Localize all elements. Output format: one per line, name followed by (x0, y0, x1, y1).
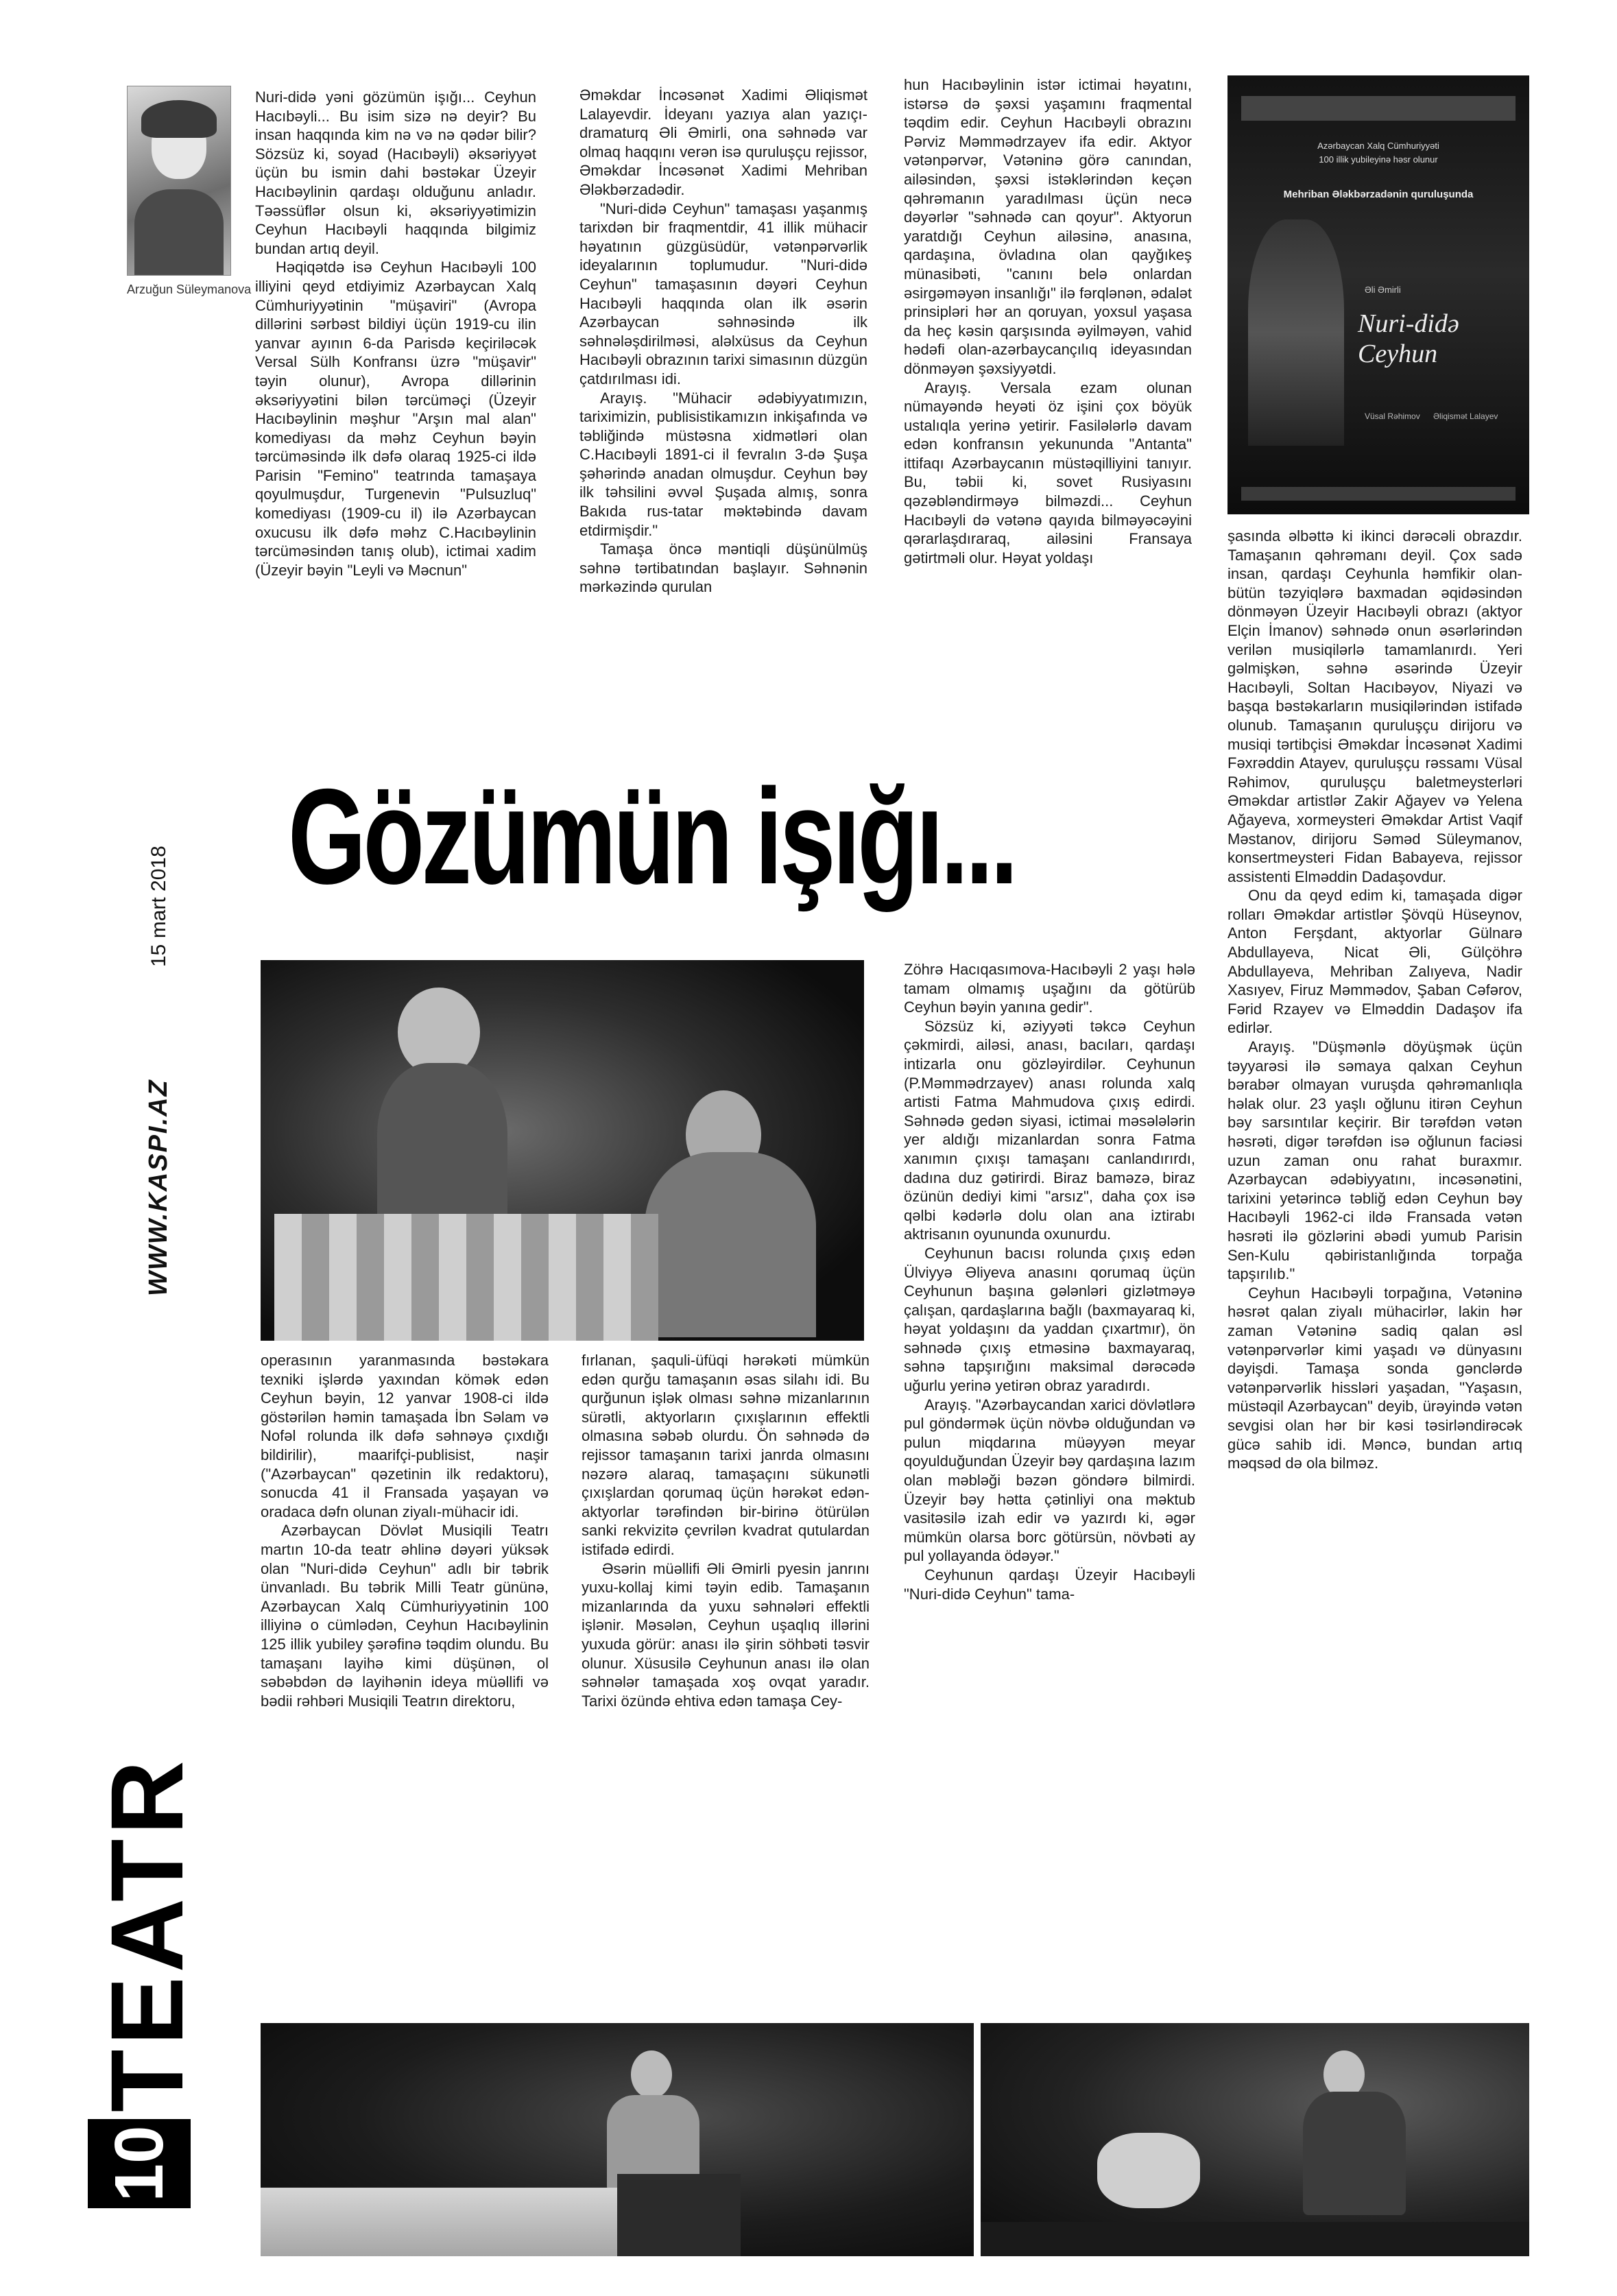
stage-photo-1 (261, 960, 864, 1341)
poster-title: Nuri-didə Ceyhun (1358, 309, 1459, 368)
site-url: WWW.KASPI.AZ (144, 1079, 173, 1296)
column-2-p3: Arayış. "Mühacir ədəbiyyatımızın, tariximizin, publisistikamızın inkişafında və təbliğində müstəsna xidmətləri olan C.Hacıbəyli 1891-ci il fevralın 3-də Şuşa şəhərində anadan olmuşdur. Ceyhun bəy ilk təhsilini əvvəl Şuşada almış, sonra Bakıda rus-tatar məktəbində davam etdirmişdir." (579, 389, 867, 539)
column-2-p4: Tamaşa öncə məntiqli düşünülmüş səhnə tərtibatından başlayır. Səhnənin mərkəzində qurulan (579, 540, 867, 596)
column-4-p2: Onu da qeyd edim ki, tamaşada digər rolları Əməkdar artistlər Şövqü Hüseynov, Anton Ferşdant, aktyorlar Gülnarə Abdullayeva, Nicat Əli, Gülçöhrə Abdullayeva, Mehriban Zalıyeva, Nadir Xasıyev, Firuz Məmmədov, Şaban Cəfərov, Fərid Rzayev və Elməddin Dadaşov ifa edirlər. (1227, 887, 1522, 1037)
stage-photo-3 (981, 2023, 1529, 2256)
stage-photo-2 (261, 2023, 974, 2256)
column-4-p1: şasında əlbəttə ki ikinci dərəcəli obrazdır. Tamaşanın qəhrəmanı deyil. Çox sadə insan, qardaşı Ceyhunla həmfikir olan-bütün təzyiqlərə baxmadan əqidəsindən dönməyən Üzeyir Hacıbəyli obrazı (aktyor Elçin İmanov) səhnədə onun əsərlərindən verilən musiqilərlə tamamlanırdı. Yeri gəlmişkən, səhnə əsərində Üzeyir Hacıbəyli, Soltan Hacıbəyov, Niyazi və başqa bəstəkarların musiqilərindən istifadə olunub. Tamaşanın quruluşçu dirijoru və musiqi tərtibçisi Əməkdar İncəsənət Xadimi Fəxrəddin Atayev, quruluşçu rəssamı Vüsal Rəhimov, quruluşçu baletmeysterləri Əməkdar artistlər Zakir Ağayev və Yelena Ağayeva, xormeysteri Əməkdar Artist Vaqif Məstanov, dirijoru Səməd Süleymanov, konsertmeysteri Fidan Babayeva, rejissor assistenti Elməddin Dadaşovdur. (1227, 527, 1522, 885)
column-7 (582, 1351, 870, 2016)
column-4 (1227, 527, 1522, 2015)
poster-line-5: Vüsal Rəhimov (1365, 411, 1420, 421)
column-5-p4: Arayış. "Azərbaycandan xarici dövlətlərə pul göndərmək üçün növbə olduğundan və pulun miqdarına müəyyən meyar qoyulduğundan Üzeyir bəy qardaşına lazım olan məbləği bəzən göndərə bilmirdi. Üzeyir bəy hətta çətinliyi ona məktub vasitəsilə izah edir və yazırdı ki, əgər mümkün olarsa borc götürsün, növbəti ay pul yollayanda ödəyər." (904, 1396, 1195, 1565)
column-5-p2: Sözsüz ki, əziyyəti təkcə Ceyhun çəkmirdi, ailəsi, anası, bacıları, qardaşı intizarla onu gözləyirdilər. Ceyhunun (P.Məmmədrzayev) anası rolunda xalq artisti Fatma Mahmudova çıxış edirdi. Səhnədə gedən siyasi, ictimai məsələlərin yer aldığı mizanlardan sonra Fatma xanımın çıxışı tamaşanı canlandırırdı, dadına duz gətirirdi. Biraz baməzə, biraz özünün dediyi kimi "arsız", daha çox isə qəlbi kədərlə dolu olan ana iztirabı aktrisanın oyununda oxunurdu. (904, 1017, 1195, 1243)
column-6-p2: Azərbaycan Dövlət Musiqili Teatrı martın 10-da teatr əhlinə dəyəri yüksək olan "Nuri-didə Ceyhun" adlı bir təbrik ünvanladı. Bu təbrik Milli Teatr gününə, Azərbaycan Xalq Cümhuriyyətinin 100 illiyinə o cümlədən, Ceyhun Hacıbəylinin 125 illik yubiley şərəfinə təqdim olundu. Bu tamaşanı layihə kimi düşünən, ol səbəbdən də layihənin ideya müəllifi və bədii rəhbəri Musiqili Teatrın direktoru, (261, 1522, 549, 1710)
section-title: TEATR (89, 1756, 204, 2112)
page-number-box (88, 2119, 191, 2208)
poster-image (1227, 75, 1529, 514)
column-3-p1: hun Hacıbəylinin istər ictimai həyatını, istərsə də şəxsi yaşamını fraqmental təqdim edir. Ceyhun Hacıbəyli obrazını Pərviz Məmmədrzayev ifa edir. Aktyor vətənpərvər, Vətəninə görə canından, ailəsindən, şəxsi istəklərindən keçən qəhrəmanın yaradılması üçün necə dəyərlər "səhnədə can qoyur". Aktyorun yaratdığı Ceyhun ailəsinə, anasına, qardaşına, övladına olan qayğıkeş münasibəti, "canını belə onlardan əsirgəməyən insanlığı" ilə fərqlənən, ədalət prinsipləri hər an qoruyan, yoxsul yaşasa da heç kəsin qarşısında əyilməyən, vahid hədəfi olan-azərbaycançılıq ideyasından dönməyən şəxsiyyətdi. (904, 76, 1192, 377)
column-1-p1: Nuri-didə yəni gözümün işığı... Ceyhun Hacıbəyli... Bu isim sizə nə deyir? Bu insan haqqında kim nə və nə qədər bilir? Sözsüz ki, soyad (Hacıbəyli) əksəriyyət üçün bu ismin dahi bəstəkar Üzeyir Hacıbəylinin qardaşı olduğunu anladır. Təəssüflər olsun ki, əksəriyyətimizin Ceyhun Hacıbəyli haqqında bilgimiz bundan artıq deyil. (255, 88, 536, 257)
column-5-p1: Zöhrə Hacıqasımova-Hacıbəyli 2 yaşı hələ tamam olmamış uşağını da götürüb Ceyhun bəyin yanına gedir". (904, 961, 1195, 1016)
column-6-p1: operasının yaranmasında bəstəkara texniki işlərdə yaxından kömək edən Ceyhun bəyin, 12 yanvar 1908-ci ildə göstərilən həmin tamaşada İbn Səlam və Nofəl rolunda ilk dəfə səhnəyə çıxdığı bildirilir), maarifçi-publisist, naşir ("Azərbaycan" qəzetinin ilk redaktoru), sonucda 41 il Fransada yaşayan və oradaca dəfn olunan ziyalı-mühacir idi. (261, 1352, 549, 1520)
column-1 (255, 88, 536, 760)
column-7-p1: fırlanan, şaquli-üfüqi hərəkəti mümkün edən qurğu tamaşanın əsas silahı idi. Bu qurğunun işlək olması səhnə mizanlarının sürətli, aktyorların çıxışlarının effektli olmasına səbəb olurdu. Ön səhnədə də rejissor tamaşanın tarixi janrda olmasını nəzərə alaraq, tamaşaçını sükunətli çıxışlardan qorumaq üçün hərəkət edən-aktyorlar tərəfindən bir-birinə ötürülən sanki rekvizitə çevrilən kvadrat qutulardan istifadə edirdi. (582, 1352, 870, 1558)
column-2-p2: "Nuri-didə Ceyhun" tamaşası yaşanmış tarixdən bir fraqmentdir, 41 illik mühacir həyatının güzgüsüdür, vətənpərvərlik ideyalarının toplumudur. "Nuri-didə Ceyhun" tamaşasının dəyəri Ceyhun Hacıbəyli haqqında olan ilk əsərin Azərbaycan səhnəsində ilk səhnələşdirilməsi, aləlxüsus da Ceyhun Hacıbəyli obrazının tarixi simasının düzgün çatdırılması idi. (579, 200, 867, 387)
column-4-p3: Arayış. "Düşmənlə döyüşmək üçün təyyarəsi ilə səmaya qalxan Ceyhun bərabər olmayan vuruşda qəhrəmanlıqla həlak olur. 23 yaşlı oğlunu itirən Ceyhun bəy sarsıntılar keçirir. Bir tərəfdən vətən həsrəti, digər tərəfdən isə oğlunun faciəsi uzun zaman onu rahat buraxmır. Azərbaycan ədəbiyyatını, incəsənətini, tarixini yetərincə təbliğ edən Ceyhun bəy Hacıbəyli 1962-ci ildə Fransada vətən həsrəti ilə gözlərini əbədi yumub Parisin Sen-Kulu qəbiristanlığında torpağa tapşırılıb." (1227, 1038, 1522, 1283)
headline: Gözümün işığı... (288, 761, 1016, 912)
poster-line-1: Azərbaycan Xalq Cümhuriyyəti (1317, 141, 1439, 151)
column-2-p1: Əməkdar İncəsənət Xadimi Əliqismət Lalayevdir. İdeyanı yazıya alan yazıçı-dramaturq Əli Əmirli, ona səhnədə var olmaq haqqını verən isə quruluşçu rejissor, Əməkdar İncəsənət Xadimi Mehriban Ələkbərzadədir. (579, 86, 867, 198)
poster-line-3: Mehriban Ələkbərzadənin quruluşunda (1283, 189, 1474, 200)
column-1-p2: Həqiqətdə isə Ceyhun Hacıbəyli 100 illiyini qeyd etdiyimiz Azərbaycan Xalq Cümhuriyyətinin "müşaviri" (Avropa dillərini sərbəst bildiyi üçün 1919-cu ilin yanvar ayının 6-da Parisdə keçiriləcək Versal Sülh Konfransı üzrə "müşavir" təyin olunur), Avropa dillərinin əksəriyyətini bilən tərcüməçi (Üzeyir Hacıbəylinin məşhur "Arşın mal alan" komediyası da məhz Ceyhun bəyin tərcüməsində ilk dəfə olaraq 1925-ci ildə Parisin "Femino" teatrında tamaşaya qoyulmuşdur, Turgenevin "Pulsuzluq" komediyası (1909-cu il) ilə Azərbaycan oxucusu ilk dəfə məhz C.Hacıbəylinin tərcüməsindən tanış olub), ictimai xadim (Üzeyir bəyin "Leyli və Məcnun" (255, 259, 536, 579)
poster-line-6: Əliqismət Lalayev (1433, 411, 1498, 421)
column-6 (261, 1351, 549, 2016)
column-7-p2: Əsərin müəllifi Əli Əmirli pyesin janrını yuxu-kollaj kimi təyin edib. Tamaşanın mizanlarında da yuxu səhnələri effektli işlənir. Məsələn, Ceyhun uşaqlıq illərini yuxuda görür: anası ilə şirin söhbəti təsvir olunur. Xüsusilə Ceyhunun anası ilə olan səhnələr tamaşada xoş ovqat yaradır. Tarixi özündə ehtiva edən tamaşa Cey- (582, 1559, 870, 1710)
poster-line-4: Əli Əmirli (1365, 285, 1401, 295)
column-5-p3: Ceyhunun bacısı rolunda çıxış edən Ülviyyə Əliyeva anasını qorumaq üçün Ceyhunun başına gələnləri gizlətməyə çalışan, qardaşlarına bağlı (baxmayaraq ki, həyat yoldaşını da yaddan çıxartmır), ön səhnədə çıxış etməsinə baxmayaraq, səhnə tapşırığını maksimal dərəcədə uğurlu yerinə yetirən obraz yaradırdı. (904, 1244, 1195, 1395)
column-5 (904, 960, 1195, 2016)
column-3 (904, 75, 1192, 761)
column-5-p5: Ceyhunun qardaşı Üzeyir Hacıbəyli "Nuri-didə Ceyhun" tama- (904, 1566, 1195, 1603)
issue-date: 15 mart 2018 (147, 846, 170, 967)
column-2 (579, 86, 867, 761)
author-name: Arzuğun Süleymanova (127, 283, 252, 296)
poster-line-2: 100 illik yubileyinə həsr olunur (1319, 154, 1438, 165)
author-photo (127, 86, 231, 276)
column-4-p4: Ceyhun Hacıbəyli torpağına, Vətəninə həsrət qalan ziyalı mühacirlər, lakin hər zaman Vətəninə sadiq qalan əsl vətənpərvərlər kimi yaşadı və dünyasını dəyişdi. Tamaşa sonda gənclərdə vətənpərvərlik hissləri yaşadan, "Yaşasın, müstəqil Azərbaycan" deyib, ürəyində vətən sevgisi olan hər bir kəsi təsirləndirəcək gücə sahib idi. Məncə, bundan artıq məqsəd də ola bilməz. (1227, 1284, 1522, 1472)
page-number: 10 (101, 2125, 178, 2202)
column-3-p2: Arayış. Versala ezam olunan nümayəndə heyəti öz işini çox böyük ustalıqla yerinə yetirir. Fasilələrlə davam edən konfransın yekununda "Antanta" ittifaqı Azərbaycanın müstəqilliyini tanıyır. Bu, təbii ki, sovet Rusiyasını qəzəbləndirməyə bilməzdi... Ceyhun Hacıbəyli də vətənə qayıda bilməyəcəyini qərarlaşdıraraq, ailəsini Fransaya gətirtməli olur. Həyat yoldaşı (904, 379, 1192, 566)
